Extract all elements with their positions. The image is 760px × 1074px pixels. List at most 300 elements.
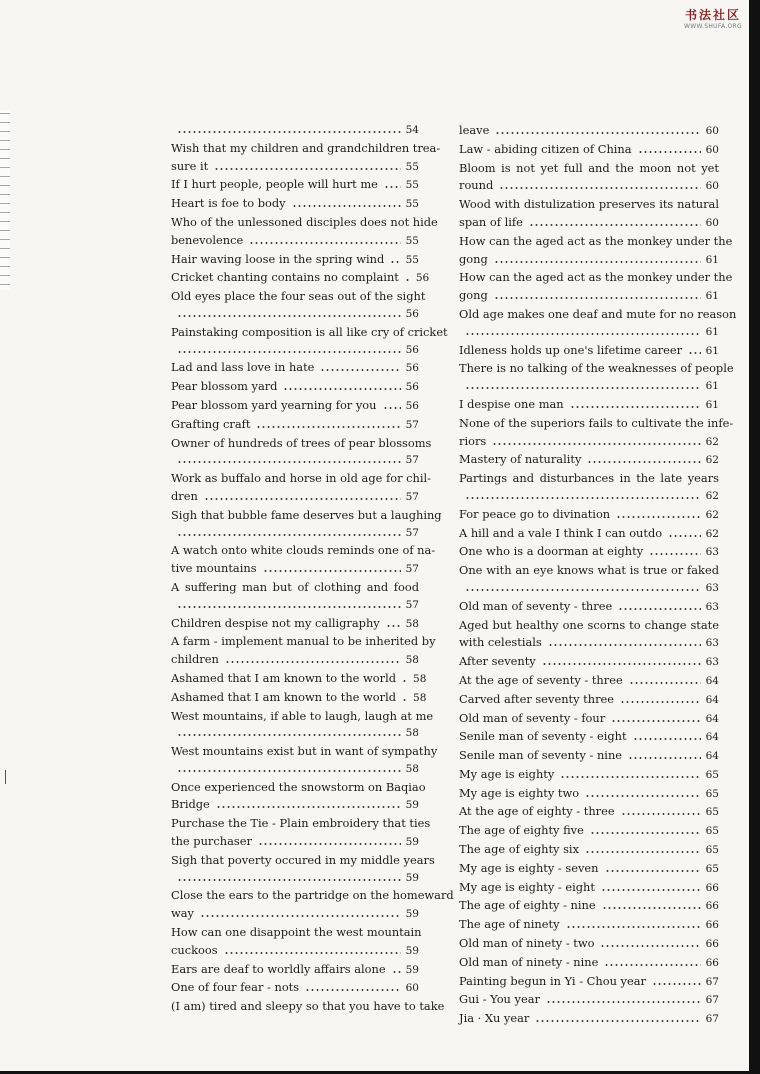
toc-entry-title: Old man of seventy - three [459, 598, 613, 613]
dot-leader [495, 132, 700, 134]
toc-entry [171, 743, 438, 779]
toc-entry [459, 562, 719, 598]
toc-entry-title: My age is eighty [459, 766, 555, 781]
dot-leader [200, 915, 401, 917]
page-number: 56 [405, 343, 419, 356]
dot-leader [386, 625, 401, 627]
toc-entry-title: dren [171, 488, 198, 503]
toc-entry [171, 470, 431, 507]
page-number: 65 [705, 787, 719, 800]
page-number: 66 [705, 938, 719, 951]
toc-entry-title: Pear blossom yard yearning for you [171, 397, 377, 412]
toc-entry-title: Senile man of seventy - eight [459, 729, 627, 744]
page-number: 63 [705, 546, 719, 559]
dot-leader [492, 443, 700, 445]
toc-entry [171, 633, 436, 670]
dot-leader [392, 971, 401, 973]
dot-leader [633, 738, 701, 740]
toc-entry [459, 598, 719, 617]
toc-entry-title: Ashamed that I am known to the world [171, 689, 397, 704]
toc-entry-title: A hill and a vale I think I can outdo [459, 525, 663, 540]
page-number: 62 [705, 454, 719, 467]
dot-leader [384, 186, 401, 188]
page-number: 55 [405, 253, 419, 266]
page-number: 65 [705, 806, 719, 819]
toc-entry-title: with celestials [459, 635, 542, 650]
toc-entry-text: Close the ears to the partridge on the homeward [171, 888, 454, 903]
toc-entry-title: Cricket chanting contains no complaint [171, 270, 399, 285]
toc-entry [459, 306, 737, 342]
page-number: 65 [705, 844, 719, 857]
toc-entry-title: At the age of seventy - three [459, 672, 623, 687]
toc-entry [171, 979, 419, 998]
page-number: 63 [705, 637, 719, 650]
toc-entry [171, 397, 419, 416]
toc-entry-title: My age is eighty - eight [459, 879, 595, 894]
toc-entry-text: Who of the unlessoned disciples does not hide [171, 214, 438, 229]
toc-entry-text: (I am) tired and sleepy so that you have to take [171, 999, 445, 1014]
dot-leader [529, 224, 701, 226]
toc-entry-text: Bloom is not yet full and the moon not yet [459, 160, 719, 175]
toc-entry [171, 378, 419, 397]
toc-entry-text: Sigh that bubble fame deserves but a laughing [171, 507, 442, 522]
page-number: 66 [705, 881, 719, 894]
toc-entry [459, 525, 719, 544]
page-number: 61 [705, 398, 719, 411]
toc-entry [171, 359, 419, 378]
dot-leader [177, 734, 401, 736]
page-number: 56 [405, 307, 419, 320]
page-number: 58 [405, 617, 419, 630]
page-number: 60 [705, 143, 719, 156]
toc-entry [459, 269, 733, 306]
scan-border-right [749, 0, 760, 1074]
page-number: 58 [413, 672, 427, 685]
toc-entry [459, 672, 719, 691]
toc-entry-title: Mastery of naturality [459, 452, 582, 467]
toc-entry-title: Bridge [171, 797, 210, 812]
page-number: 59 [405, 963, 419, 976]
page-number: 58 [405, 762, 419, 775]
toc-entry [171, 324, 448, 360]
toc-entry-text: One with an eye knows what is true or faked [459, 563, 719, 578]
dot-leader [224, 952, 401, 954]
toc-entry [459, 233, 733, 270]
toc-entry-title: At the age of eighty - three [459, 804, 615, 819]
dot-leader [225, 661, 401, 663]
dot-leader [688, 352, 701, 354]
page-number: 66 [705, 919, 719, 932]
page-number: 58 [405, 727, 419, 740]
page-number: 62 [705, 435, 719, 448]
page-number: 63 [705, 656, 719, 669]
toc-entry [459, 991, 719, 1010]
toc-entry-title: The age of eighty five [459, 823, 584, 838]
page-number: 67 [705, 975, 719, 988]
dot-leader [649, 553, 700, 555]
dot-leader [320, 369, 400, 371]
toc-entry [459, 973, 719, 992]
toc-entry-text: A suffering man but of clothing and food [171, 579, 419, 594]
dot-leader [602, 907, 701, 909]
toc-entry-text: Wish that my children and grandchildren trea- [171, 140, 441, 155]
dot-leader [177, 606, 401, 608]
toc-entry-text: Old eyes place the four seas out of the sight [171, 289, 426, 304]
page-number: 59 [405, 908, 419, 921]
page-number: 63 [705, 581, 719, 594]
toc-entry [171, 961, 419, 980]
toc-entry-title: gong [459, 251, 488, 266]
page-number: 62 [705, 489, 719, 502]
page-number: 64 [705, 750, 719, 763]
toc-entry [171, 542, 436, 579]
toc-entry [459, 543, 719, 562]
toc-entry-title: gong [459, 288, 488, 303]
page-number: 63 [705, 600, 719, 613]
toc-entry-title: The age of eighty - nine [459, 898, 596, 913]
toc-entry [171, 214, 438, 251]
toc-entry-text: West mountains exist but in want of sympathy [171, 744, 438, 759]
toc-entry-title: Painting begun in Yi - Chou year [459, 973, 646, 988]
page-number: 57 [405, 598, 419, 611]
toc-entry-title: benevolence [171, 232, 244, 247]
toc-entry [459, 470, 719, 506]
toc-entry-title: If I hurt people, people will hurt me [171, 177, 378, 192]
toc-entry [459, 954, 719, 973]
page-number: 55 [405, 234, 419, 247]
dot-leader [638, 151, 701, 153]
toc-entry [459, 728, 719, 747]
page-number: 65 [705, 825, 719, 838]
toc-entry-text: How can the aged act as the monkey under the [459, 233, 733, 248]
dot-leader [405, 279, 411, 281]
dot-leader [390, 261, 400, 263]
dot-leader [605, 870, 701, 872]
page-number: 64 [705, 674, 719, 687]
page-number: 62 [705, 508, 719, 521]
dot-leader [177, 131, 401, 133]
page-number: 55 [405, 179, 419, 192]
dot-leader [621, 813, 701, 815]
toc-entry-title: tive mountains [171, 561, 257, 576]
toc-entry [459, 935, 719, 954]
dot-leader [629, 682, 701, 684]
page-number: 56 [405, 362, 419, 375]
toc-entry-title: I despise one man [459, 396, 564, 411]
dot-leader [465, 333, 701, 335]
page-number: 61 [705, 253, 719, 266]
toc-entry [459, 1010, 719, 1029]
dot-leader [177, 461, 401, 463]
toc-entry [459, 141, 719, 160]
toc-entry-text: Old age makes one deaf and mute for no reason [459, 306, 737, 321]
toc-entry-title: Senile man of seventy - nine [459, 748, 623, 763]
dot-leader [542, 663, 701, 665]
toc-entry [171, 779, 426, 816]
page-number: 61 [705, 325, 719, 338]
dot-leader [258, 843, 401, 845]
toc-entry-title: One of four fear - nots [171, 980, 300, 995]
toc-entry-title: Idleness holds up one's lifetime career [459, 342, 683, 357]
toc-entry-title: Hair waving loose in the spring wind [171, 251, 385, 266]
dot-leader [560, 776, 700, 778]
dot-leader [494, 261, 701, 263]
toc-entry [459, 360, 734, 396]
toc-entry [459, 860, 719, 879]
dot-leader [628, 757, 701, 759]
dot-leader [652, 983, 701, 985]
dot-leader [494, 297, 701, 299]
toc-entry-title: cuckoos [171, 942, 218, 957]
toc-entry-title: My age is eighty two [459, 785, 580, 800]
page-number: 65 [705, 862, 719, 875]
toc-entry-text: A farm - implement manual to be inherited by [171, 634, 436, 649]
toc-entry-title: Ashamed that I am known to the world [171, 670, 397, 685]
dot-leader [601, 889, 701, 891]
page-number: 56 [405, 381, 419, 394]
dot-leader [263, 570, 401, 572]
page-number: 60 [705, 125, 719, 137]
toc-entry [459, 160, 719, 197]
toc-entry [171, 579, 419, 615]
toc-entry [171, 815, 431, 852]
toc-entry [171, 507, 442, 543]
toc-entry-title: The age of eighty six [459, 842, 579, 857]
scan-edge-mark [5, 770, 6, 784]
page-number: 56 [405, 399, 419, 412]
toc-entry [171, 251, 419, 270]
toc-entry-text: How can one disappoint the west mountain [171, 925, 422, 940]
dot-leader [216, 806, 401, 808]
toc-entry-text: Owner of hundreds of trees of pear blossoms [171, 435, 432, 450]
page-number: 55 [405, 198, 419, 211]
toc-entry-title: Children despise not my calligraphy [171, 615, 380, 630]
dot-leader [499, 187, 700, 189]
page-number: 57 [405, 418, 419, 431]
dot-leader [546, 1001, 701, 1003]
page-number: 64 [705, 712, 719, 725]
toc-entry-title: sure it [171, 158, 209, 173]
toc-entry-text: A watch onto white clouds reminds one of na- [171, 543, 436, 558]
toc-entry [459, 691, 719, 710]
toc-entry-text: Aged but healthy one scorns to change state [459, 617, 719, 632]
page-number: 59 [405, 944, 419, 957]
page-number: 64 [705, 731, 719, 744]
toc-entry-title: Grafting craft [171, 416, 251, 431]
dot-leader [620, 701, 701, 703]
dot-leader [585, 851, 701, 853]
dot-leader [283, 388, 400, 390]
toc-entry-text: None of the superiors fails to cultivate the infe- [459, 415, 734, 430]
toc-entry-text: Sigh that poverty occured in my middle years [171, 852, 435, 867]
toc-entry-title: span of life [459, 214, 523, 229]
toc-entry-title: riors [459, 433, 487, 448]
toc-entry-title: leave [459, 123, 490, 137]
dot-leader [214, 168, 400, 170]
toc-entry [459, 451, 719, 470]
toc-left-column [171, 122, 454, 1016]
page-number: 66 [705, 956, 719, 969]
dot-leader [177, 879, 401, 881]
page-number: 61 [705, 380, 719, 393]
toc-entry [459, 803, 719, 822]
toc-entry [459, 415, 734, 452]
dot-leader [585, 795, 701, 797]
dot-leader [249, 242, 400, 244]
toc-entry [171, 416, 419, 435]
dot-leader [587, 461, 700, 463]
dot-leader [566, 926, 701, 928]
toc-entry [459, 710, 719, 729]
toc-entry [459, 822, 719, 841]
page-number: 54 [405, 124, 419, 136]
toc-entry-title: Jia · Xu year [459, 1011, 530, 1026]
page-number: 67 [705, 1013, 719, 1026]
dot-leader [305, 989, 401, 991]
dot-leader [465, 589, 701, 591]
dot-leader [383, 407, 401, 409]
page-number: 57 [405, 490, 419, 503]
toc-entry [459, 916, 719, 935]
toc-right-column [459, 122, 737, 1029]
dot-leader [177, 534, 401, 536]
toc-entry [171, 122, 419, 140]
toc-entry-text: Wood with distulization preserves its natural [459, 197, 719, 212]
page-number: 61 [705, 344, 719, 357]
toc-entry-title: One who is a doorman at eighty [459, 544, 644, 559]
toc-entry-title: way [171, 906, 194, 921]
toc-entry [171, 288, 426, 324]
toc-entry [459, 785, 719, 804]
dot-leader [402, 680, 408, 682]
page-number: 60 [705, 216, 719, 229]
dot-leader [292, 205, 401, 207]
dot-leader [204, 498, 401, 500]
toc-entry [171, 615, 419, 634]
toc-entry-text: West mountains, if able to laugh, laugh at me [171, 708, 434, 723]
toc-entry [171, 176, 419, 195]
page-number: 56 [415, 272, 430, 285]
page-number: 57 [405, 563, 419, 576]
toc-entry [459, 897, 719, 916]
dot-leader [618, 608, 700, 610]
toc-entry-title: For peace go to divination [459, 506, 611, 521]
toc-entry [459, 841, 719, 860]
page-number: 55 [405, 160, 419, 173]
page-number: 57 [405, 526, 419, 539]
page-number: 67 [705, 994, 719, 1007]
toc-entry [459, 653, 719, 672]
page-number: 66 [705, 900, 719, 913]
page-number: 57 [405, 454, 419, 467]
toc-entry [171, 708, 434, 744]
toc-entry [171, 670, 427, 689]
page-number: 60 [705, 180, 719, 193]
scan-edge-binding [0, 110, 10, 290]
dot-leader [570, 406, 701, 408]
toc-entry [459, 766, 719, 785]
toc-entry-text: Work as buffalo and horse in old age for chil- [171, 471, 431, 486]
page-number: 62 [705, 527, 719, 540]
logo-chinese-text: 书法社区 [684, 8, 741, 22]
toc-entry [171, 269, 430, 288]
toc-entry-title: the purchaser [171, 834, 252, 849]
toc-entry [459, 122, 719, 141]
page-number: 65 [705, 768, 719, 781]
page-number: 60 [405, 982, 419, 995]
toc-entry-title: My age is eighty - seven [459, 860, 599, 875]
toc-entry [459, 747, 719, 766]
page-number: 58 [405, 654, 419, 667]
dot-leader [177, 351, 401, 353]
dot-leader [668, 535, 701, 537]
toc-entry-title: Lad and lass love in hate [171, 360, 315, 375]
dot-leader [177, 770, 401, 772]
dot-leader [548, 644, 701, 646]
toc-entry [171, 140, 441, 177]
dot-leader [616, 516, 700, 518]
logo-url: WWW.SHUFA.ORG [684, 23, 742, 30]
toc-entry-text: How can the aged act as the monkey under the [459, 270, 733, 285]
watermark-logo [678, 6, 748, 30]
page-number: 59 [405, 799, 419, 812]
dot-leader [465, 497, 701, 499]
toc-entry [459, 196, 719, 233]
toc-entry-title: Pear blossom yard [171, 379, 278, 394]
dot-leader [590, 832, 701, 834]
toc-entry [459, 506, 719, 525]
dot-leader [256, 426, 400, 428]
dot-leader [604, 964, 700, 966]
dot-leader [535, 1020, 700, 1022]
toc-entry-title: Old man of ninety - two [459, 936, 595, 951]
dot-leader [600, 945, 700, 947]
page-number: 59 [405, 836, 419, 849]
toc-entry [171, 689, 427, 708]
toc-entry-title: Carved after seventy three [459, 691, 615, 706]
toc-entry-title: Law - abiding citizen of China [459, 141, 632, 156]
toc-entry-title: Old man of ninety - nine [459, 954, 599, 969]
dot-leader [402, 699, 408, 701]
dot-leader [177, 315, 401, 317]
toc-entry [459, 879, 719, 898]
toc-entry [171, 887, 454, 924]
toc-entry [459, 342, 719, 361]
toc-entry [171, 195, 419, 214]
toc-entry-text: Painstaking composition is all like cry of cricket [171, 324, 448, 339]
toc-entry-title: Ears are deaf to worldly affairs alone [171, 961, 386, 976]
toc-entry-title: Heart is foe to body [171, 196, 286, 211]
toc-entry-text: Purchase the Tie - Plain embroidery that ties [171, 816, 431, 831]
toc-entry-text: Once experienced the snowstorm on Baqiao [171, 779, 426, 794]
toc-entry-text: Partings and disturbances in the late years [459, 471, 719, 486]
toc-entry-title: children [171, 652, 219, 667]
toc-entry [459, 617, 719, 654]
toc-entry [171, 924, 422, 961]
dot-leader [465, 387, 701, 389]
toc-entry-title: round [459, 178, 494, 193]
page-number: 58 [413, 691, 427, 704]
toc-entry [171, 852, 435, 888]
page-number: 59 [405, 871, 419, 884]
toc-entry-title: Old man of seventy - four [459, 710, 606, 725]
toc-entry-title: The age of ninety [459, 917, 560, 932]
toc-entry-title: Gui - You year [459, 992, 540, 1007]
toc-entry [171, 435, 432, 471]
dot-leader [611, 720, 700, 722]
toc-entry [171, 998, 445, 1016]
toc-entry-text: There is no talking of the weaknesses of people [459, 361, 734, 376]
